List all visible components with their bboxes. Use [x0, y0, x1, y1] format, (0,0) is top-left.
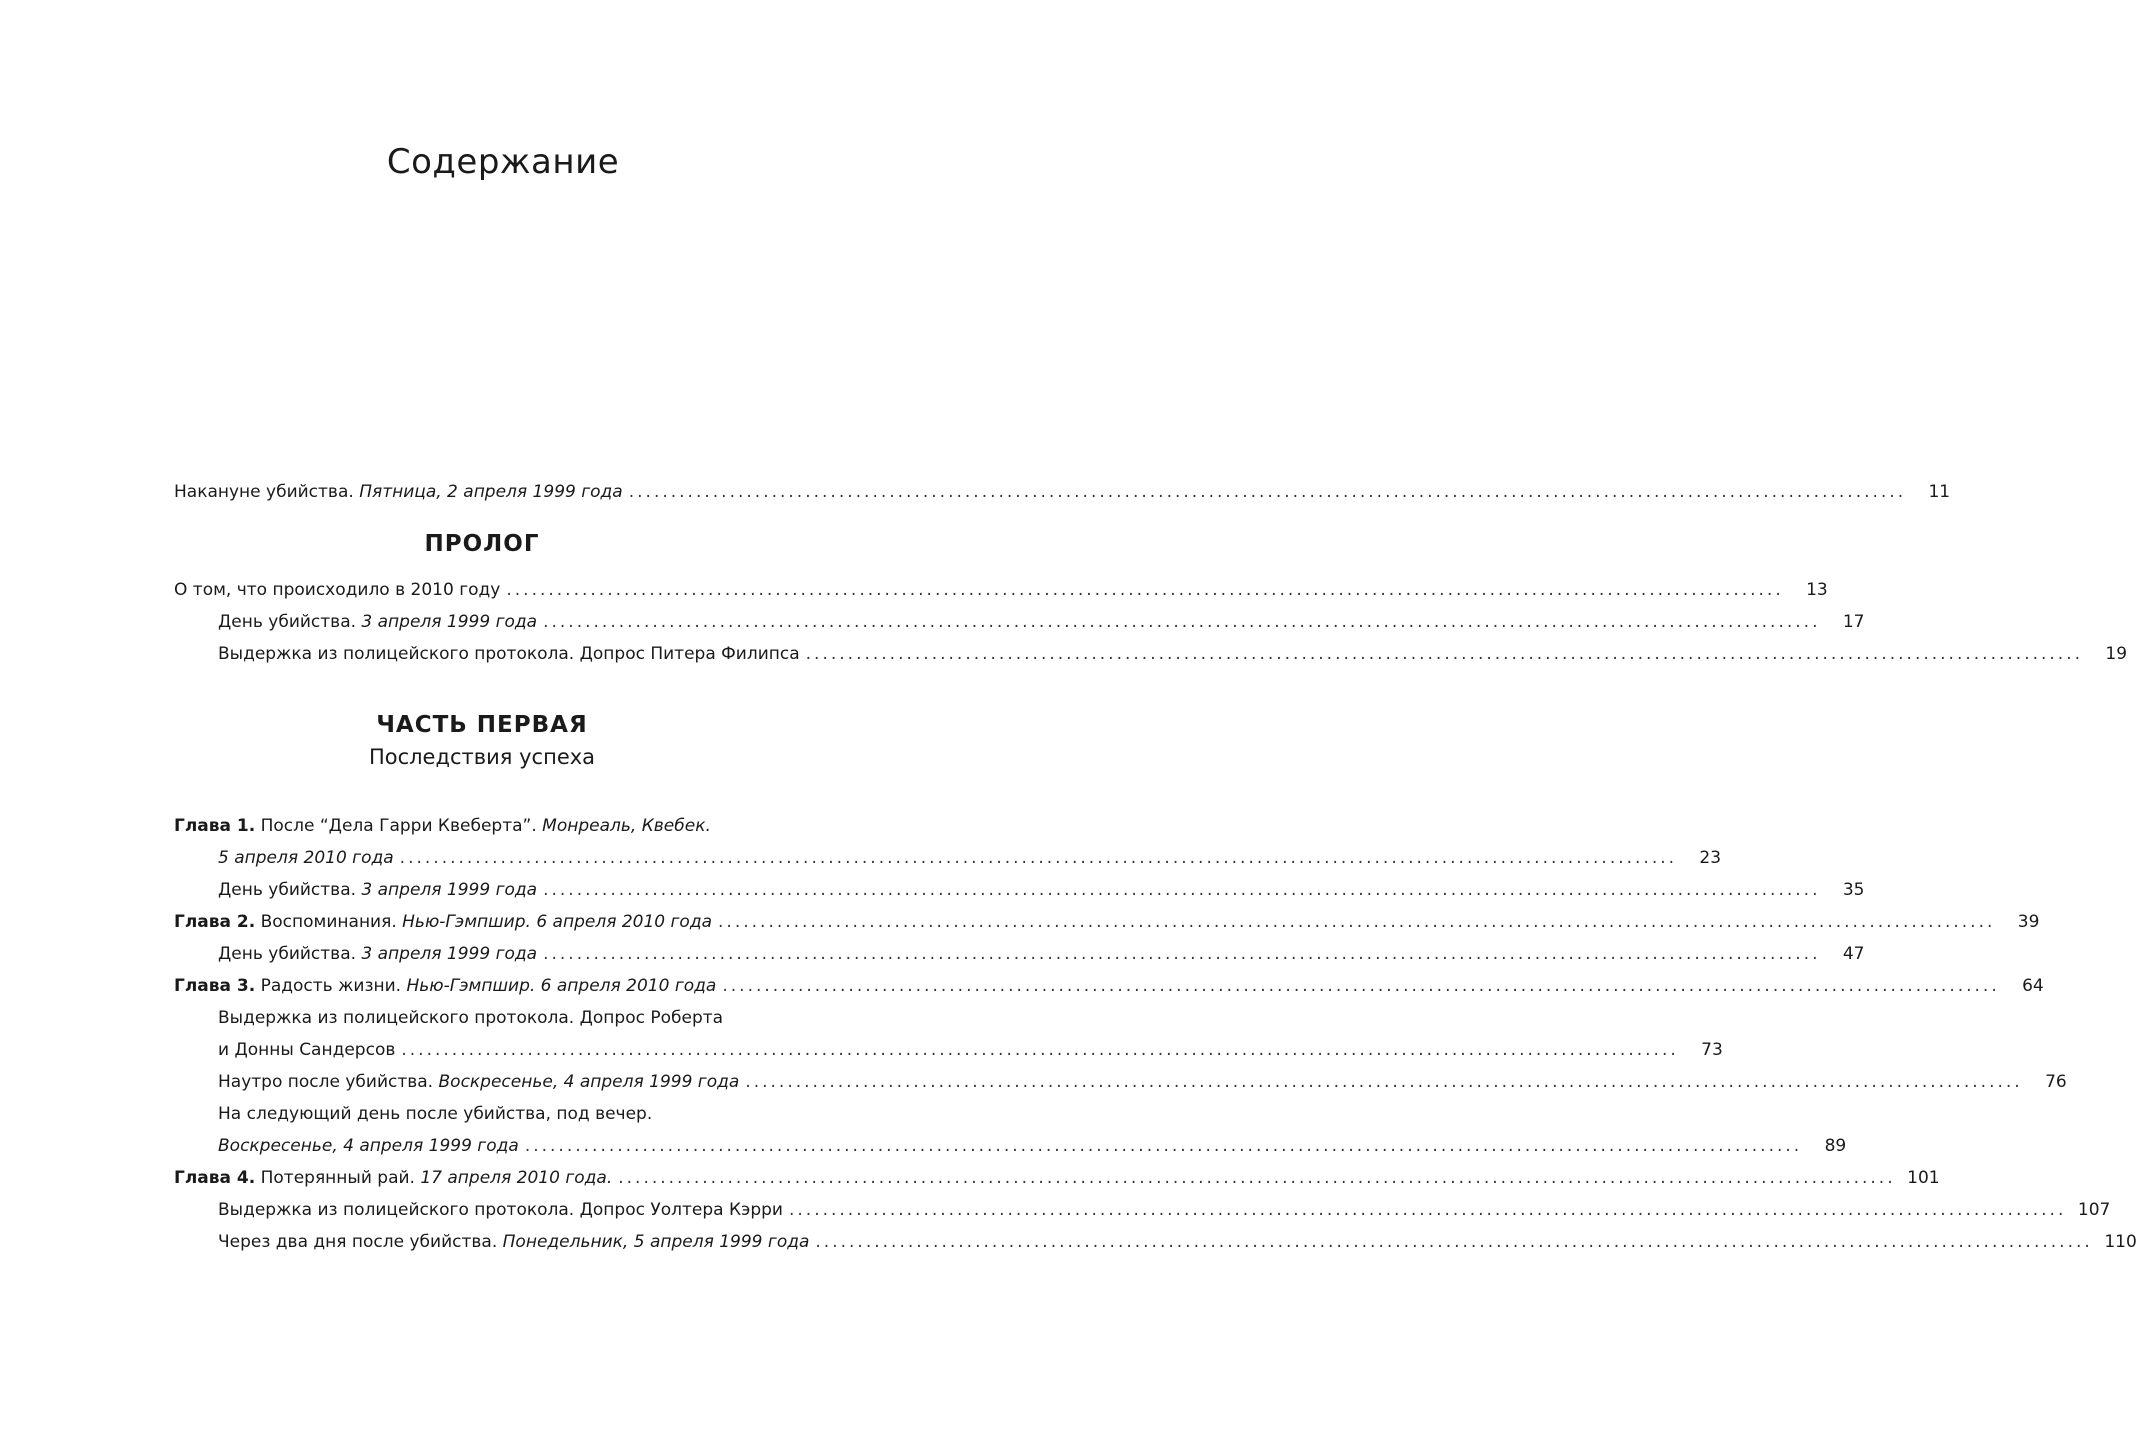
section-heading-prolog: ПРОЛОГ	[424, 531, 540, 557]
dot-leader	[745, 1066, 2022, 1098]
toc-entry-chapter-2[interactable]	[174, 906, 2040, 938]
toc-entry-title	[218, 1002, 723, 1034]
page-number: 110	[2104, 1232, 2137, 1252]
page-number: 23	[1699, 848, 1722, 868]
toc-entry[interactable]	[174, 606, 1865, 638]
entry-text: Радость жизни.	[260, 976, 402, 996]
toc-entry-continuation[interactable]	[174, 1034, 1723, 1066]
dot-leader	[543, 606, 1820, 638]
entry-text: О том, что происходило в 2010 году	[174, 580, 501, 600]
entry-text: Выдержка из полицейского протокола. Допрос Питера Филипса	[218, 644, 800, 664]
page-number: 47	[1842, 944, 1865, 964]
entry-date: 3 апреля 1999 года	[361, 944, 538, 964]
toc-entry-title	[218, 606, 537, 638]
dot-leader	[525, 1130, 1802, 1162]
dot-leader	[506, 574, 1783, 606]
toc-entry[interactable]	[174, 574, 1828, 606]
entry-date: Нью-Гэмпшир. 6 апреля 2010 года	[402, 912, 713, 932]
page-number: 17	[1842, 612, 1865, 632]
entry-date: 3 апреля 1999 года	[361, 880, 538, 900]
page-number: 89	[1824, 1136, 1847, 1156]
entry-date: 5 апреля 2010 года	[218, 848, 394, 868]
chapter-label: Глава 2.	[174, 912, 256, 932]
page-number: 13	[1806, 580, 1828, 600]
toc-entry[interactable]	[174, 874, 1865, 906]
entry-text: Выдержка из полицейского протокола. Допрос Роберта	[218, 1008, 724, 1028]
entry-date: Пятница, 2 апреля 1999 года	[359, 482, 623, 502]
toc-entry-title	[174, 574, 500, 606]
part-subtitle: Последствия успеха	[368, 745, 596, 769]
entry-date: Воскресенье, 4 апреля 1999 года	[218, 1136, 519, 1156]
entry-text: День убийства.	[218, 612, 357, 632]
entry-date: Понедельник, 5 апреля 1999 года	[502, 1232, 810, 1252]
entry-date: Воскресенье, 4 апреля 1999 года	[438, 1072, 740, 1092]
dot-leader	[543, 874, 1820, 906]
page-number: 19	[2105, 644, 2128, 664]
toc-entry-title	[218, 842, 394, 874]
toc-entry-title	[218, 1226, 809, 1258]
toc-entry[interactable]	[174, 1226, 2137, 1258]
entry-text: День убийства.	[218, 944, 357, 964]
toc-entry-continuation[interactable]	[174, 1130, 1847, 1162]
page-number: 76	[2045, 1072, 2067, 1092]
toc-entry[interactable]	[174, 1098, 830, 1130]
entry-text: Накануне убийства.	[174, 482, 354, 502]
toc-entry-title	[174, 810, 711, 842]
toc-entry-title	[174, 970, 716, 1002]
toc-entry-title	[174, 1162, 612, 1194]
entry-text: Через два дня после убийства.	[218, 1232, 498, 1252]
toc-entry-chapter-1[interactable]	[174, 810, 830, 842]
toc-entry-title	[218, 638, 800, 670]
dot-leader	[815, 1226, 2092, 1258]
chapter-label: Глава 3.	[174, 976, 256, 996]
toc-entry[interactable]	[174, 1002, 830, 1034]
toc-entry[interactable]	[174, 1066, 2067, 1098]
page-number: 73	[1701, 1040, 1723, 1060]
section-heading-part-one: ЧАСТЬ ПЕРВАЯ	[376, 712, 588, 738]
entry-place: Монреаль, Квебек.	[542, 816, 711, 836]
dot-leader	[543, 938, 1820, 970]
entry-date: Нью-Гэмпшир. 6 апреля 2010 года	[406, 976, 717, 996]
page-number: 39	[2017, 912, 2040, 932]
dot-leader	[618, 1162, 1895, 1194]
entry-text: Воспоминания.	[260, 912, 397, 932]
page-title: Содержание	[386, 142, 620, 182]
entry-text: После “Дела Гарри Квеберта”.	[260, 816, 537, 836]
dot-leader	[789, 1194, 2066, 1226]
chapter-label: Глава 4.	[174, 1168, 256, 1188]
toc-entry-chapter-3[interactable]	[174, 970, 2044, 1002]
table-of-contents	[174, 476, 2137, 1258]
entry-text: и Донны Сандерсов	[218, 1040, 396, 1060]
entry-text: Наутро после убийства.	[218, 1072, 434, 1092]
toc-entry-title	[218, 1034, 395, 1066]
toc-entry-title	[218, 938, 537, 970]
dot-leader	[806, 638, 2083, 670]
entry-text: Потерянный рай.	[260, 1168, 415, 1188]
entry-text: День убийства.	[218, 880, 357, 900]
page-number: 35	[1842, 880, 1865, 900]
page-number: 107	[2077, 1200, 2111, 1220]
dot-leader	[400, 842, 1677, 874]
dot-leader	[722, 970, 1999, 1002]
toc-entry-title	[218, 1066, 739, 1098]
toc-entry-chapter-4[interactable]	[174, 1162, 1940, 1194]
dot-leader	[401, 1034, 1678, 1066]
toc-entry[interactable]	[174, 638, 2128, 670]
toc-entry-title	[218, 1098, 652, 1130]
page-number: 64	[2022, 976, 2044, 996]
toc-entry-title	[218, 874, 537, 906]
toc-entry-title	[174, 476, 623, 508]
entry-date: 3 апреля 1999 года	[361, 612, 538, 632]
entry-date: 17 апреля 2010 года.	[420, 1168, 613, 1188]
chapter-label: Глава 1.	[174, 816, 256, 836]
toc-entry-title	[218, 1130, 519, 1162]
toc-entry-title	[174, 906, 712, 938]
dot-leader	[629, 476, 1906, 508]
toc-entry-continuation[interactable]	[174, 842, 1722, 874]
dot-leader	[718, 906, 1995, 938]
toc-entry[interactable]	[174, 938, 1865, 970]
entry-text: Выдержка из полицейского протокола. Допрос Уолтера Кэрри	[218, 1200, 783, 1220]
page-number: 101	[1907, 1168, 1940, 1188]
toc-entry[interactable]	[174, 1194, 2111, 1226]
toc-entry-preface[interactable]	[174, 476, 1951, 508]
entry-text: На следующий день после убийства, под вечер.	[218, 1104, 653, 1124]
toc-entry-title	[218, 1194, 783, 1226]
page-number: 11	[1928, 482, 1951, 502]
